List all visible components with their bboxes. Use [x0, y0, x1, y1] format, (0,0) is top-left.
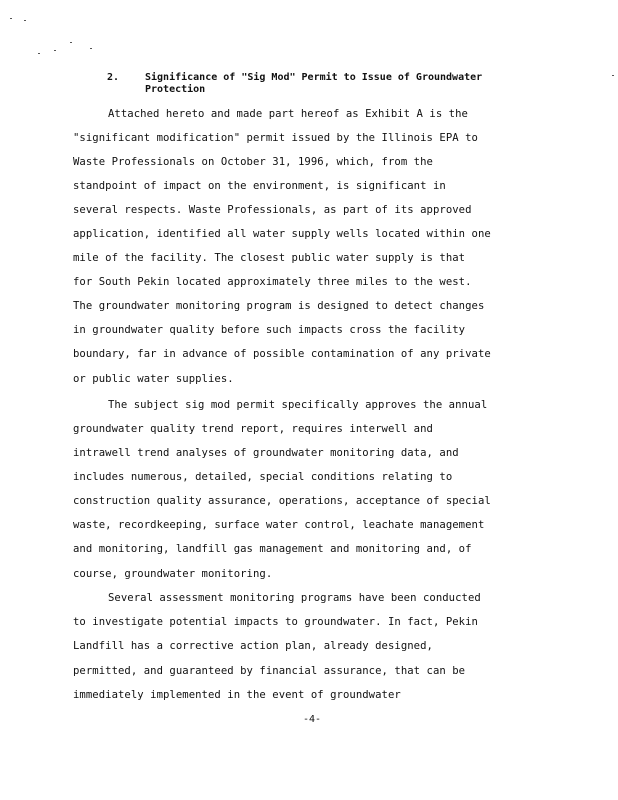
page-number: -4- [303, 714, 322, 725]
body-line: standpoint of impact on the environment, is significant in [73, 180, 446, 192]
body-line: Landfill has a corrective action plan, already designed, [73, 640, 433, 652]
body-line: for South Pekin located approximately three miles to the west. [73, 276, 472, 288]
body-line: includes numerous, detailed, special conditions relating to [73, 471, 453, 483]
body-line: in groundwater quality before such impacts cross the facility [73, 324, 466, 336]
scan-speck [24, 20, 26, 21]
body-line: and monitoring, landfill gas management and monitoring and, of [73, 543, 472, 555]
body-line: construction quality assurance, operations, acceptance of special [73, 495, 491, 507]
body-line: application, identified all water supply wells located within one [73, 228, 491, 240]
body-line: mile of the facility. The closest public water supply is that [73, 252, 466, 264]
body-line: several respects. Waste Professionals, as part of its approved [73, 204, 472, 216]
body-line: The groundwater monitoring program is designed to detect changes [73, 300, 485, 312]
scan-speck [70, 42, 72, 43]
section-title: Significance of "Sig Mod" Permit to Issue of Groundwater Protection [145, 72, 483, 95]
body-line: Attached hereto and made part hereof as Exhibit A is the [108, 108, 468, 120]
body-line: permitted, and guaranteed by financial assurance, that can be [73, 665, 466, 677]
body-line: intrawell trend analyses of groundwater monitoring data, and [73, 447, 459, 459]
body-line: Several assessment monitoring programs have been conducted [108, 592, 481, 604]
body-line: immediately implemented in the event of groundwater [73, 689, 401, 701]
body-line: The subject sig mod permit specifically approves the annual [108, 399, 488, 411]
body-line: "significant modification" permit issued by the Illinois EPA to [73, 132, 478, 144]
body-line: or public water supplies. [73, 373, 234, 385]
body-line: course, groundwater monitoring. [73, 568, 273, 580]
scan-speck [90, 48, 92, 49]
body-line: boundary, far in advance of possible contamination of any private [73, 348, 491, 360]
scan-speck [612, 75, 614, 76]
body-line: to investigate potential impacts to groundwater. In fact, Pekin [73, 616, 478, 628]
scan-speck [54, 50, 56, 51]
body-line: groundwater quality trend report, requires interwell and [73, 423, 433, 435]
body-line: waste, recordkeeping, surface water control, leachate management [73, 519, 485, 531]
scan-speck [38, 53, 40, 54]
body-line: Waste Professionals on October 31, 1996, which, from the [73, 156, 433, 168]
scan-speck [10, 18, 12, 19]
section-number: 2. [107, 72, 120, 83]
